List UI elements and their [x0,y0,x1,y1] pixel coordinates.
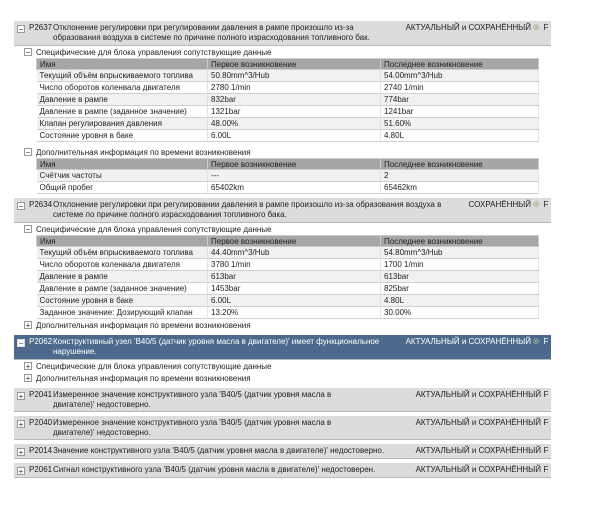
table-cell: Давление в рампе (заданное значение) [37,106,208,118]
table-row [37,247,539,259]
table-row [37,70,539,82]
fault-flag: F [543,200,549,209]
table-cell: 4.80L [381,130,539,142]
section-label: Специфические для блока управления сопутствующие данные [36,224,272,234]
table-cell: 1700 1/min [381,259,539,271]
expand-icon[interactable]: + [18,448,24,457]
fault-code: P2041 [29,390,53,399]
table-cell: 613bar [381,271,539,283]
specific-data-table [36,235,539,319]
table-cell: 2780 1/min [208,82,381,94]
col-first: Первое возникновение [208,159,381,170]
col-last: Последнее возникновение [381,59,539,70]
fault-description: Отклонение регулировки при регулировании давления в рампе произошло из-за образования воздуха в системе по причине полного израсходования топливного бак. [53,23,370,42]
table-cell: 4.80L [381,295,539,307]
col-name: Имя [37,59,208,70]
table-cell: Давление в рампе [37,271,208,283]
fault-flag: F [543,337,549,346]
fault-code: P2014 [29,446,53,455]
col-name: Имя [37,159,208,170]
fault-flag: F [543,390,549,399]
table-cell: 50.80mm^3/Hub [208,70,381,82]
table-row [37,283,539,295]
expand-icon[interactable]: + [25,374,31,383]
fault-status: АКТУАЛЬНЫЙ и СОХРАНЁННЫЙ [415,390,541,399]
fault-code: P2061 [29,465,53,474]
table-cell: Общий пробег [37,182,208,194]
table-cell: Давление в рампе (заданное значение) [37,283,208,295]
fault-code: P2040 [29,418,53,427]
warning-lamp-icon: ◎ [532,24,540,31]
fault-flag: F [543,418,549,427]
table-cell: 6.00L [208,295,381,307]
col-first: Первое возникновение [208,236,381,247]
collapse-icon[interactable]: − [25,225,31,234]
collapse-icon[interactable]: − [18,202,24,211]
table-row [37,259,539,271]
fault-code: P2637 [29,23,53,32]
fault-code: P2062 [29,337,53,346]
table-row [37,118,539,130]
table-cell: Текущий объём впрыскиваемого топлива [37,247,208,259]
table-row [37,271,539,283]
fault-description: Конструктивный узел 'B40/5 (датчик уровня масла в двигателе)' имеет функциональное нарушение. [53,337,380,356]
table-cell: 6.00L [208,130,381,142]
table-cell: Давление в рампе [37,94,208,106]
fault-description: Сигнал конструктивного узла 'B40/5 (датчик уровня масла в двигателе)' недостоверен. [53,465,376,474]
col-last: Последнее возникновение [381,236,539,247]
table-cell: 1241bar [381,106,539,118]
table-cell: 48.00% [208,118,381,130]
fault-header-p2634[interactable] [14,198,551,223]
fault-flag: F [543,446,549,455]
table-cell: 1321bar [208,106,381,118]
section-specific-data[interactable] [14,360,551,372]
table-cell: 13.20% [208,307,381,319]
table-cell: 65402km [208,182,381,194]
table-row [37,82,539,94]
col-name: Имя [37,236,208,247]
table-row [37,182,539,194]
fault-status: АКТУАЛЬНЫЙ и СОХРАНЁННЫЙ [415,418,541,427]
table-cell: 774bar [381,94,539,106]
fault-description: Измеренное значение конструктивного узла 'B40/5 (датчик уровня масла в двигателе)' недостоверно. [53,418,332,437]
warning-lamp-icon: ◎ [532,201,540,208]
col-first: Первое возникновение [208,59,381,70]
fault-flag: F [543,465,549,474]
table-cell: 54.00mm^3/Hub [381,70,539,82]
section-specific-data[interactable] [14,223,551,235]
table-cell: Состояние уровня в баке [37,295,208,307]
table-cell: 44.40mm^3/Hub [208,247,381,259]
table-cell: Число оборотов коленвала двигателя [37,259,208,271]
section-additional-info[interactable] [14,372,551,384]
fault-status: АКТУАЛЬНЫЙ и СОХРАНЁННЫЙ [415,465,541,474]
fault-description: Значение конструктивного узла 'B40/5 (датчик уровня масла в двигателе)' недостоверно. [53,446,385,455]
table-cell: --- [208,170,381,182]
section-specific-data[interactable] [14,46,551,58]
table-cell: 65462km [381,182,539,194]
section-label: Дополнительная информация по времени возникновения [36,147,251,157]
table-cell: Клапан регулирования давления [37,118,208,130]
fault-header-p2637[interactable] [14,21,551,46]
table-cell: 2 [381,170,539,182]
fault-status: АКТУАЛЬНЫЙ и СОХРАНЁННЫЙ [415,446,541,455]
fault-header-p2014[interactable] [14,444,551,459]
expand-icon[interactable]: + [18,420,24,429]
additional-info-table [36,158,539,194]
table-row [37,106,539,118]
table-cell: 613bar [208,271,381,283]
fault-header-p2062[interactable] [14,335,551,360]
collapse-icon[interactable]: − [25,148,31,157]
fault-status: АКТУАЛЬНЫЙ и СОХРАНЁННЫЙ [405,337,531,346]
section-label: Дополнительная информация по времени возникновения [36,373,251,383]
table-row [37,170,539,182]
collapse-icon[interactable]: − [18,339,24,348]
collapse-icon[interactable]: − [25,48,31,57]
table-row [37,94,539,106]
col-last: Последнее возникновение [381,159,539,170]
fault-description: Отклонение регулировки при регулировании давления в рампе произошло из-за образования воздуха в системе по причине полного израсходования топливного бака. [53,200,442,219]
fault-list [14,21,551,478]
fault-status: АКТУАЛЬНЫЙ и СОХРАНЁННЫЙ [405,23,531,32]
expand-icon[interactable]: + [18,392,24,401]
fault-description: Измеренное значение конструктивного узла 'B40/5 (датчик уровня масла в двигателе)' недостоверно. [53,390,332,409]
table-row [37,307,539,319]
fault-code: P2634 [29,200,53,209]
fault-status: СОХРАНЁННЫЙ [468,200,531,209]
expand-icon[interactable]: + [25,321,31,330]
section-additional-info[interactable] [14,146,551,158]
table-cell: 51.60% [381,118,539,130]
expand-icon[interactable]: + [25,362,31,371]
table-cell: Состояние уровня в баке [37,130,208,142]
table-cell: 3780 1/min [208,259,381,271]
table-cell: 825bar [381,283,539,295]
warning-lamp-icon: ◎ [532,338,540,345]
fault-flag: F [543,23,549,32]
table-cell: Заданное значение: Дозирующий клапан [37,307,208,319]
fault-header-p2040[interactable] [14,416,551,440]
section-additional-info[interactable] [14,319,551,331]
table-cell: Число оборотов коленвала двигателя [37,82,208,94]
section-label: Дополнительная информация по времени возникновения [36,320,251,330]
section-label: Специфические для блока управления сопутствующие данные [36,361,272,371]
section-label: Специфические для блока управления сопутствующие данные [36,47,272,57]
table-cell: 30.00% [381,307,539,319]
table-cell: 2740 1/min [381,82,539,94]
specific-data-table [36,58,539,142]
table-cell: 1453bar [208,283,381,295]
table-cell: 832bar [208,94,381,106]
table-cell: 54.80mm^3/Hub [381,247,539,259]
table-row [37,130,539,142]
table-row [37,295,539,307]
table-cell: Счётчик частоты [37,170,208,182]
fault-header-p2061[interactable] [14,463,551,478]
expand-icon[interactable]: + [18,467,24,476]
fault-header-p2041[interactable] [14,388,551,412]
collapse-icon[interactable]: − [18,25,24,34]
table-cell: Текущий объём впрыскиваемого топлива [37,70,208,82]
